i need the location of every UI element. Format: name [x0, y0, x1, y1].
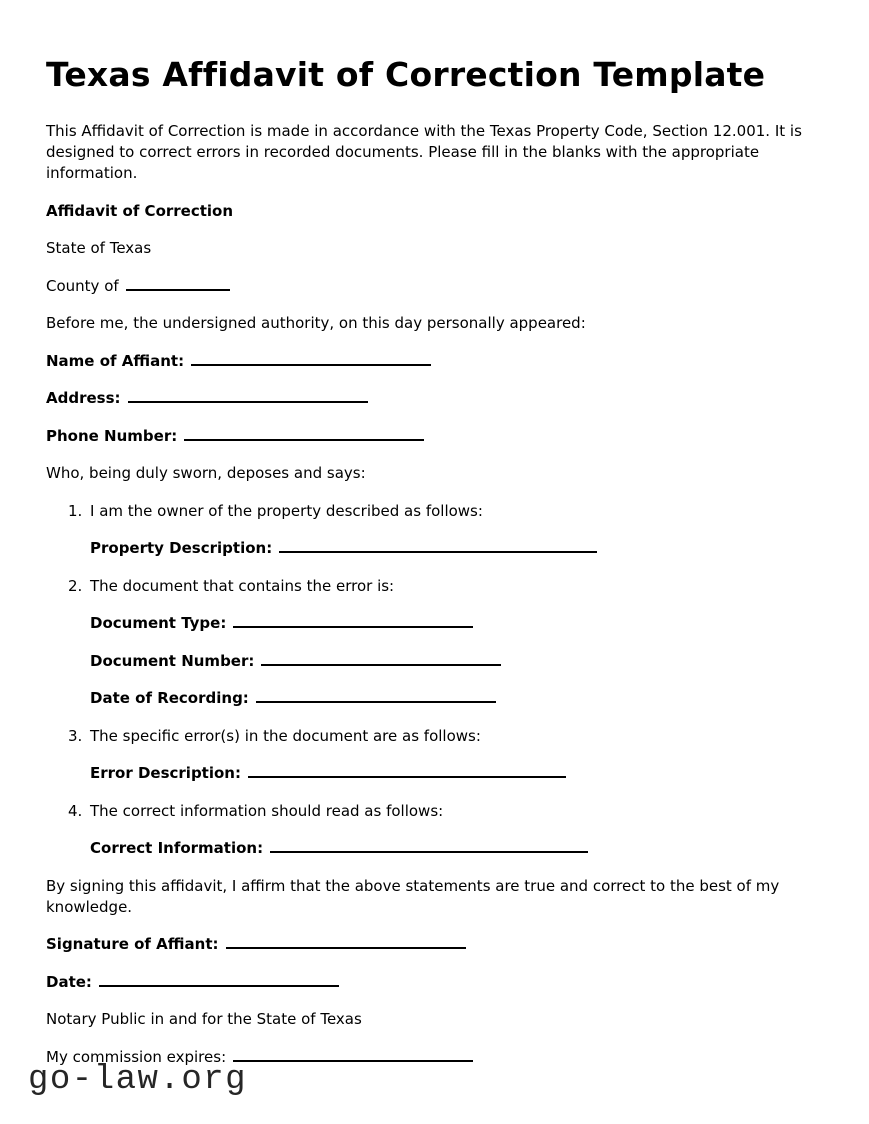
- error-description-line: [90, 763, 803, 784]
- list-item-4-text: The correct information should read as follows:: [90, 801, 444, 820]
- signature-line: [46, 934, 803, 955]
- blank-line-signature: [226, 936, 466, 949]
- affirmation-paragraph: By signing this affidavit, I affirm that the above statements are true and correct to the best of my knowledge.: [46, 876, 780, 916]
- page-title: Texas Affidavit of Correction Template: [46, 55, 766, 94]
- blank-line-address: [128, 390, 368, 403]
- intro-paragraph: This Affidavit of Correction is made in accordance with the Texas Property Code, Section 12.001. It is designed to correct errors in recorded documents. Please fill in the blanks with the appropriate information.: [46, 122, 802, 182]
- list-item-1-number: 1.: [68, 501, 83, 520]
- blank-line-date: [99, 974, 339, 987]
- document-content: [46, 56, 803, 1068]
- document-type-line: [90, 613, 803, 634]
- signature-label: Signature of Affiant:: [46, 935, 219, 953]
- document-number-line: [90, 651, 803, 672]
- list-item-3-number: 3.: [68, 726, 83, 745]
- list-item-2: [46, 576, 803, 597]
- affiant-name-label: Name of Affiant:: [46, 351, 185, 370]
- notary-line: Notary Public in and for the State of Texas: [46, 1010, 362, 1028]
- blank-line-document-type: [233, 615, 473, 628]
- date-label: Date:: [46, 972, 92, 991]
- section-heading: Affidavit of Correction: [46, 201, 234, 220]
- affiant-name-line: [46, 351, 803, 372]
- list-item-1-text: I am the owner of the property described as follows:: [90, 501, 483, 520]
- blank-line-county: [126, 278, 230, 291]
- correct-information-line: [90, 838, 803, 859]
- date-line: [46, 972, 803, 993]
- phone-label: Phone Number:: [46, 426, 178, 445]
- state-line: State of Texas: [46, 239, 152, 257]
- list-item-2-number: 2.: [68, 576, 83, 595]
- list-item-3-text: The specific error(s) in the document are as follows:: [90, 726, 481, 745]
- commission-label: My commission expires:: [46, 1047, 227, 1066]
- watermark: go-law.org: [28, 1061, 248, 1099]
- blank-line-error-description: [248, 765, 566, 778]
- blank-line-date-of-recording: [256, 690, 496, 703]
- property-description-line: [90, 538, 803, 559]
- list-item-4: [46, 801, 803, 822]
- list-item-4-number: 4.: [68, 801, 83, 820]
- property-description-label: Property Description:: [90, 539, 273, 557]
- list-item-2-text: The document that contains the error is:: [90, 576, 395, 595]
- before-line: Before me, the undersigned authority, on this day personally appeared:: [46, 314, 586, 332]
- blank-line-commission: [233, 1049, 473, 1062]
- list-item-3: [46, 726, 803, 747]
- blank-line-phone: [184, 428, 424, 441]
- blank-line-affiant-name: [191, 353, 431, 366]
- county-line: [46, 276, 803, 297]
- blank-line-document-number: [261, 653, 501, 666]
- phone-line: [46, 426, 803, 447]
- date-of-recording-label: Date of Recording:: [90, 689, 249, 707]
- address-label: Address:: [46, 389, 121, 407]
- list-item-1: [46, 501, 803, 522]
- sworn-line: Who, being duly sworn, deposes and says:: [46, 464, 366, 482]
- county-label: County of: [46, 276, 119, 295]
- document-type-label: Document Type:: [90, 614, 227, 632]
- correct-information-label: Correct Information:: [90, 839, 264, 857]
- error-description-label: Error Description:: [90, 764, 241, 782]
- blank-line-property-description: [279, 540, 597, 553]
- address-line: [46, 388, 803, 409]
- document-number-label: Document Number:: [90, 651, 255, 670]
- blank-line-correct-information: [270, 840, 588, 853]
- date-of-recording-line: [90, 688, 803, 709]
